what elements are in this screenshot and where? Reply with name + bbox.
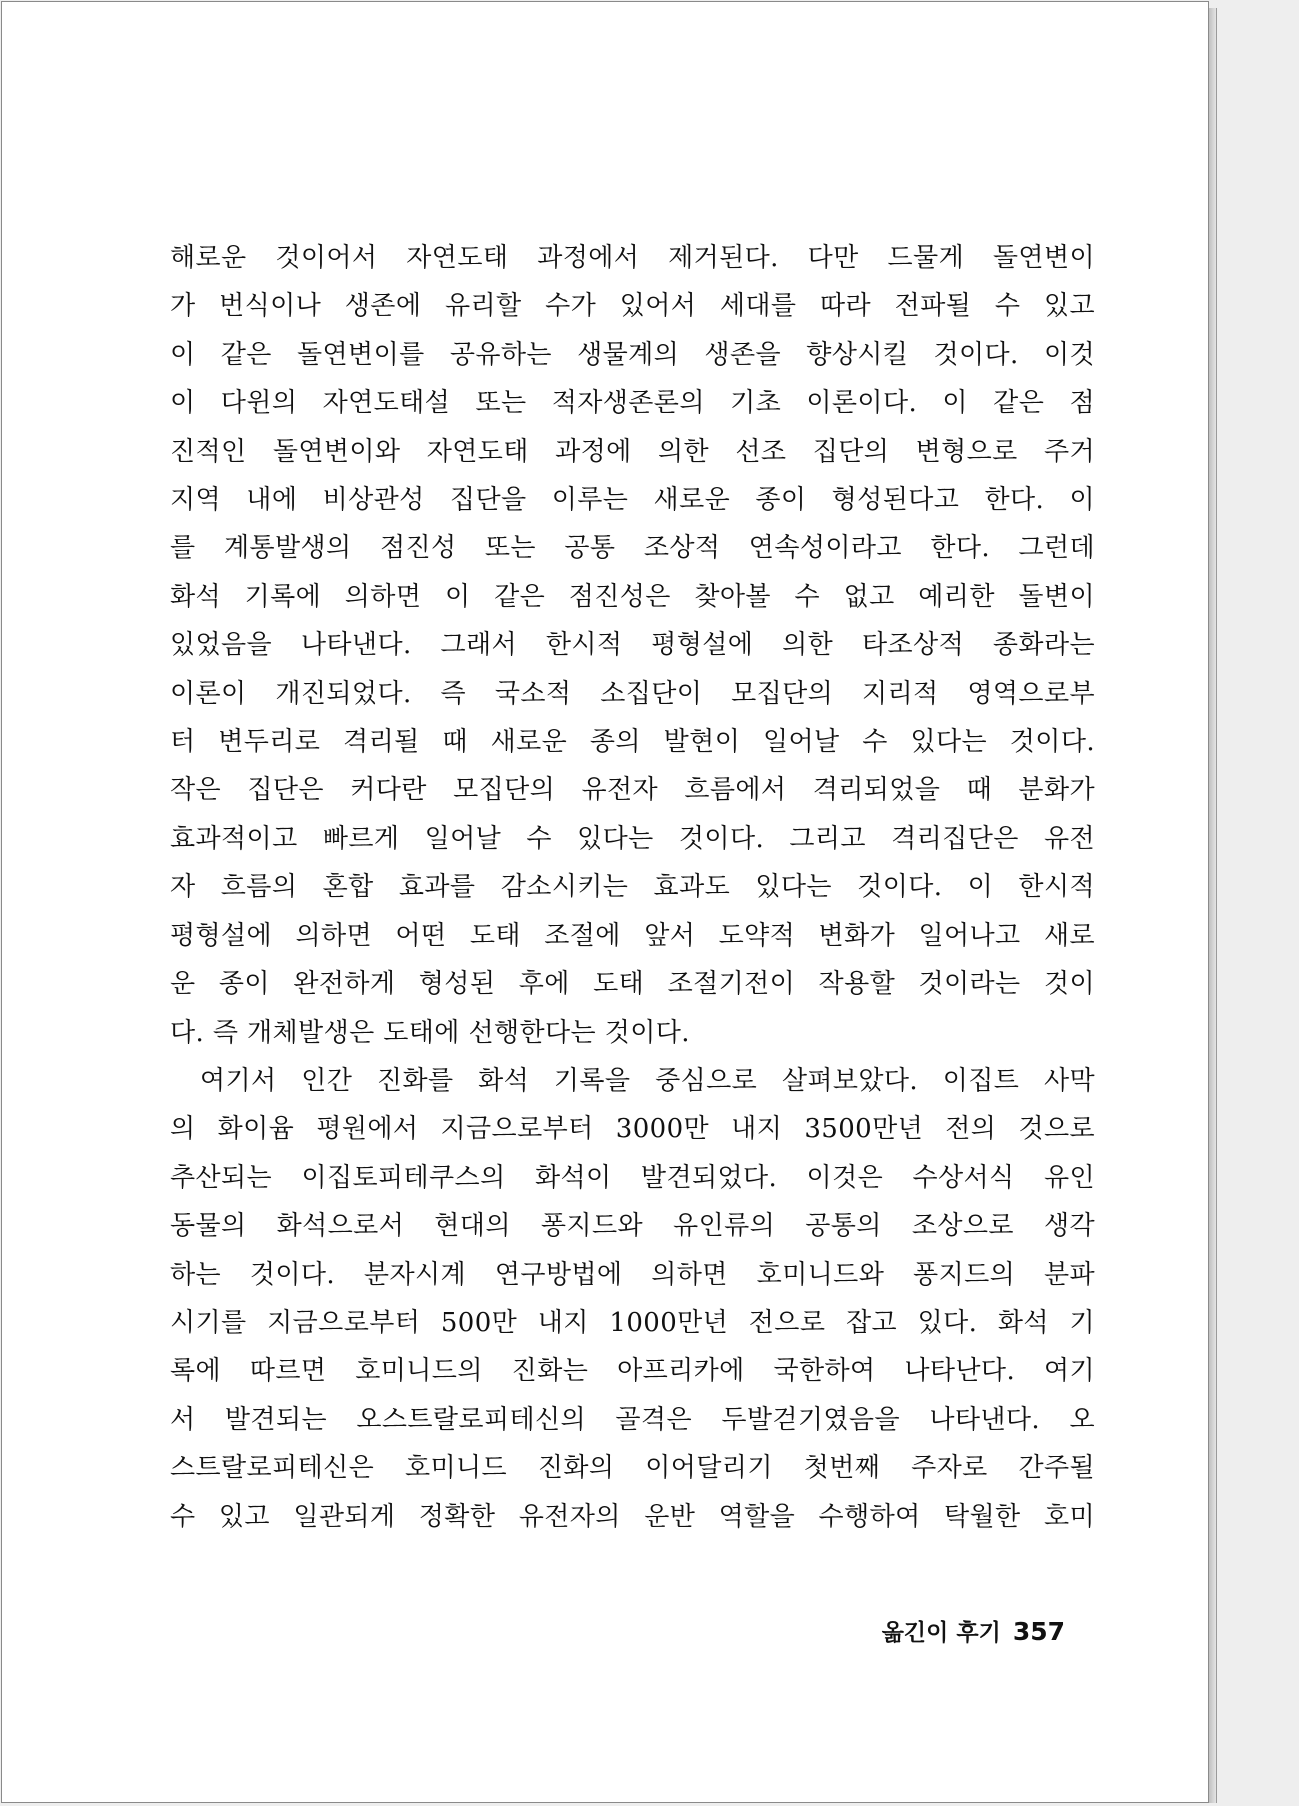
text-line: 스트랄로피테신은 호미니드 진화의 이어달리기 첫번째 주자로 간주될	[170, 1453, 1095, 1484]
text-line: 의 화이윰 평원에서 지금으로부터 3000만 내지 3500만년 전의 것으로	[170, 1114, 1095, 1145]
text-line: 터 변두리로 격리될 때 새로운 종의 발현이 일어날 수 있다는 것이다.	[170, 727, 1095, 758]
text-line: 있었음을 나타낸다. 그래서 한시적 평형설에 의한 타조상적 종화라는	[170, 630, 1095, 661]
text-line: 추산되는 이집토피테쿠스의 화석이 발견되었다. 이것은 수상서식 유인	[170, 1162, 1095, 1193]
text-line: 지역 내에 비상관성 집단을 이루는 새로운 종이 형성된다고 한다. 이	[170, 485, 1095, 516]
text-line-paragraph-start: 여기서 인간 진화를 화석 기록을 중심으로 살펴보았다. 이집트 사막	[200, 1065, 1095, 1096]
text-line: 진적인 돌연변이와 자연도태 과정에 의한 선조 집단의 변형으로 주거	[170, 436, 1095, 467]
page-footer	[860, 1614, 1065, 1647]
text-line: 수 있고 일관되게 정확한 유전자의 운반 역할을 수행하여 탁월한 호미	[170, 1501, 1095, 1532]
page-body-text	[170, 234, 1095, 1541]
text-line: 평형설에 의하면 어떤 도태 조절에 앞서 도약적 변화가 일어나고 새로	[170, 920, 1095, 951]
text-line: 하는 것이다. 분자시계 연구방법에 의하면 호미니드와 퐁지드의 분파	[170, 1259, 1095, 1290]
text-line: 이 다윈의 자연도태설 또는 적자생존론의 기초 이론이다. 이 같은 점	[170, 388, 1095, 419]
text-line: 화석 기록에 의하면 이 같은 점진성은 찾아볼 수 없고 예리한 돌변이	[170, 581, 1095, 612]
text-line: 록에 따르면 호미니드의 진화는 아프리카에 국한하여 나타난다. 여기	[170, 1356, 1095, 1387]
text-line: 시기를 지금으로부터 500만 내지 1000만년 전으로 잡고 있다. 화석 기	[170, 1307, 1095, 1338]
text-line: 이 같은 돌연변이를 공유하는 생물계의 생존을 향상시킬 것이다. 이것	[170, 339, 1095, 370]
text-line: 운 종이 완전하게 형성된 후에 도태 조절기전이 작용할 것이라는 것이	[170, 969, 1095, 1000]
text-line: 해로운 것이어서 자연도태 과정에서 제거된다. 다만 드물게 돌연변이	[170, 243, 1095, 273]
text-line: 가 번식이나 생존에 유리할 수가 있어서 세대를 따라 전파될 수 있고	[170, 291, 1095, 322]
text-line: 효과적이고 빠르게 일어날 수 있다는 것이다. 그리고 격리집단은 유전	[170, 823, 1095, 854]
text-line: 서 발견되는 오스트랄로피테신의 골격은 두발걷기였음을 나타낸다. 오	[170, 1404, 1095, 1435]
text-line: 자 흐름의 혼합 효과를 감소시키는 효과도 있다는 것이다. 이 한시적	[170, 872, 1095, 903]
text-line: 작은 집단은 커다란 모집단의 유전자 흐름에서 격리되었을 때 분화가	[170, 775, 1095, 806]
running-title: 옮긴이 후기	[881, 1620, 1001, 1646]
text-line: 이론이 개진되었다. 즉 국소적 소집단이 모집단의 지리적 영역으로부	[170, 678, 1095, 709]
text-line-paragraph-end: 다. 즉 개체발생은 도태에 선행한다는 것이다.	[170, 1017, 690, 1048]
text-line: 동물의 화석으로서 현대의 퐁지드와 유인류의 공통의 조상으로 생각	[170, 1211, 1095, 1242]
text-line: 를 계통발생의 점진성 또는 공통 조상적 연속성이라고 한다. 그런데	[170, 533, 1095, 564]
page-number: 357	[1012, 1617, 1065, 1646]
